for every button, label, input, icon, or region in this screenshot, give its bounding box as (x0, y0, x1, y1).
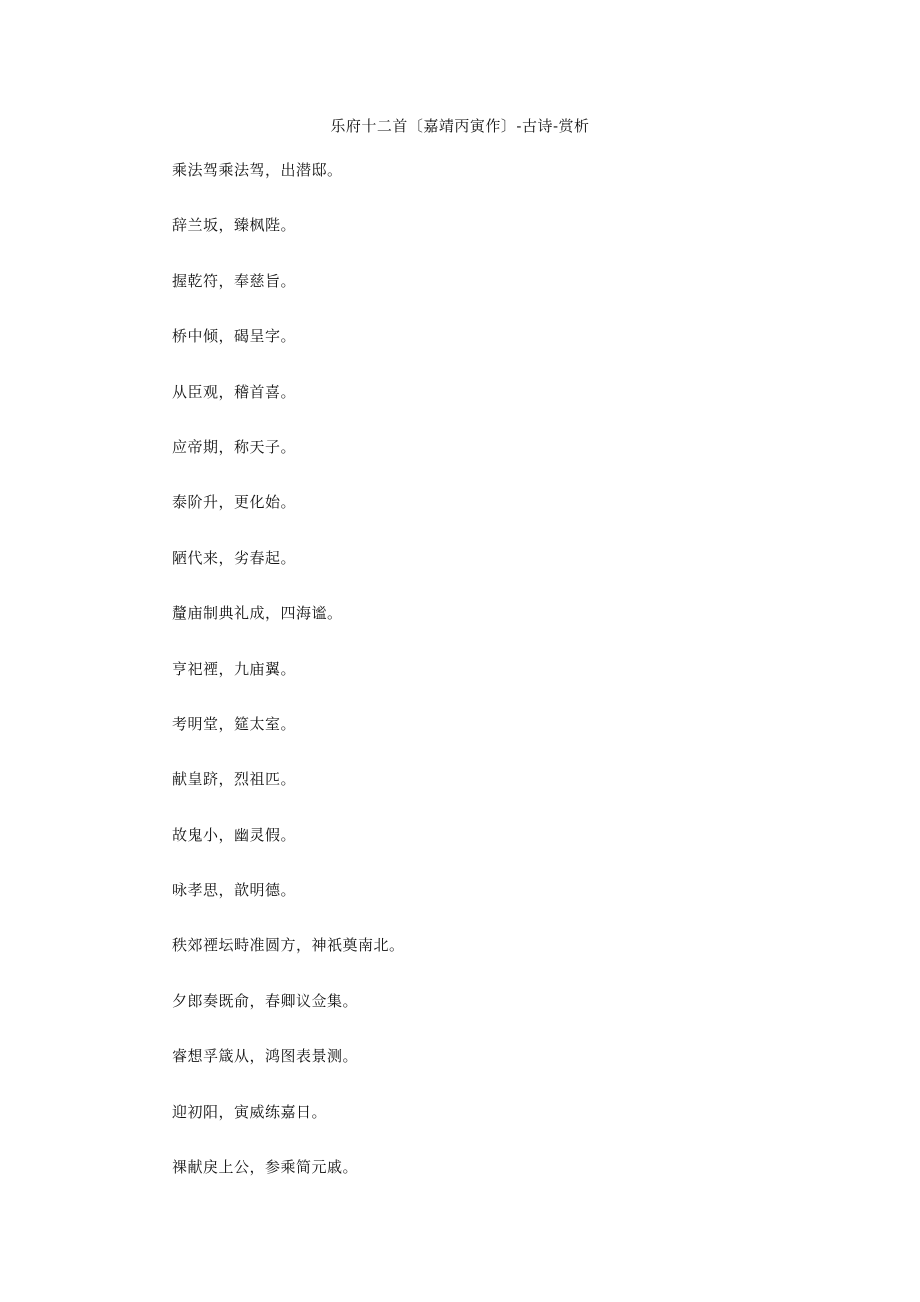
poem-line: 乘法驾乘法驾，出潜邸。 (172, 161, 343, 179)
poem-line: 握乾符，奉慈旨。 (172, 271, 297, 290)
poem-line: 考明堂，筵太室。 (172, 714, 297, 733)
poem-line: 秩郊禋坛畤准圆方，神祇奠南北。 (172, 936, 405, 955)
poem-line: 睿想孚箴从，鸿图表景测。 (172, 1047, 359, 1066)
poem-line: 祼献戾上公，参乘简元戚。 (172, 1158, 359, 1177)
poem-body (172, 160, 812, 1212)
poem-line: 夕郎奏既俞，春卿议佥集。 (172, 991, 359, 1010)
poem-line: 故鬼小，幽灵假。 (172, 825, 297, 844)
document-title: 乐府十二首〔嘉靖丙寅作〕-古诗-赏析 (330, 117, 590, 135)
poem-line: 桥中倾，碣呈字。 (172, 327, 297, 346)
poem-line: 亨祀禋，九庙翼。 (172, 659, 297, 678)
poem-line: 献皇跻，烈祖匹。 (172, 770, 297, 789)
poem-line: 釐庙制典礼成，四海谧。 (172, 604, 343, 623)
poem-line: 辞兰坂，臻枫陛。 (172, 216, 297, 235)
poem-line: 应帝期，称天子。 (172, 437, 297, 456)
poem-line: 从臣观，稽首喜。 (172, 382, 297, 401)
poem-line: 咏孝思，歆明德。 (172, 881, 297, 900)
poem-line: 迎初阳，寅威练嘉日。 (172, 1102, 328, 1121)
poem-line: 陋代来，劣春起。 (172, 548, 297, 567)
poem-line: 泰阶升，更化始。 (172, 493, 297, 512)
